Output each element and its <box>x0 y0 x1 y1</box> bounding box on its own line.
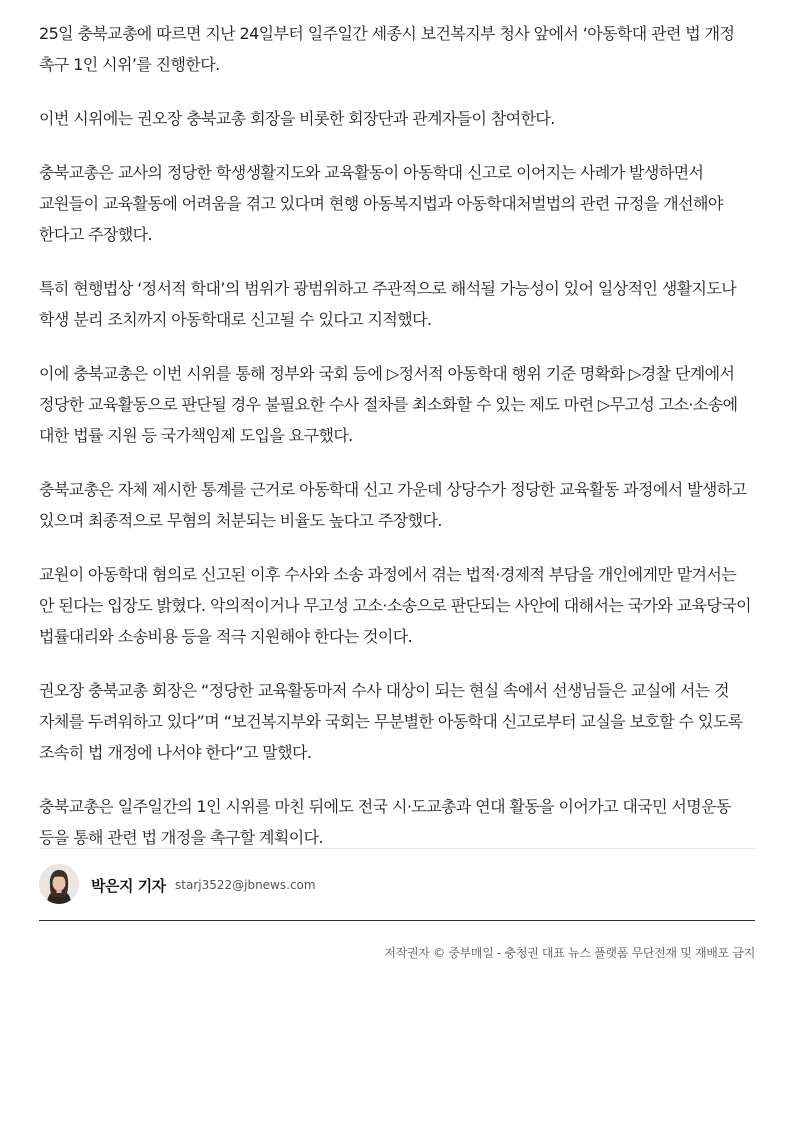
article-body <box>39 18 755 876</box>
article-paragraph: 충북교총은 일주일간의 1인 시위를 마친 뒤에도 전국 시·도교총과 연대 활동을 이어가고 대국민 서명운동 등을 통해 관련 법 개정을 촉구할 계획이다. <box>39 797 731 847</box>
reporter-email[interactable]: starj3522@jbnews.com <box>175 878 316 892</box>
reporter-photo-icon <box>39 864 79 904</box>
article-paragraph: 이번 시위에는 권오장 충북교총 회장을 비롯한 회장단과 관계자들이 참여한다. <box>39 109 555 128</box>
reporter-avatar[interactable] <box>39 864 79 904</box>
article-paragraph: 충북교총은 자체 제시한 통계를 근거로 아동학대 신고 가운데 상당수가 정당한 교육활동 과정에서 발생하고 있으며 최종적으로 무혐의 처분되는 비율도 높다고 주장했다. <box>39 480 747 530</box>
copyright-notice: 저작권자 © 중부매일 - 충청권 대표 뉴스 플랫폼 무단전재 및 재배포 금지 <box>384 946 755 960</box>
article-paragraph: 25일 충북교총에 따르면 지난 24일부터 일주일간 세종시 보건복지부 청사 앞에서 ‘아동학대 관련 법 개정 촉구 1인 시위’를 진행한다. <box>39 24 735 74</box>
article-paragraph: 특히 현행법상 ‘정서적 학대’의 범위가 광범위하고 주관적으로 해석될 가능성이 있어 일상적인 생활지도나 학생 분리 조치까지 아동학대로 신고될 수 있다고 지적했다. <box>39 279 737 329</box>
article-paragraph: 충북교총은 교사의 정당한 학생생활지도와 교육활동이 아동학대 신고로 이어지는 사례가 발생하면서 교원들이 교육활동에 어려움을 겪고 있다며 현행 아동복지법과 아동학대처벌법의 관련 규정을 개선해야 한다고 주장했다. <box>39 163 723 244</box>
article-paragraph: 이에 충북교총은 이번 시위를 통해 정부와 국회 등에 ▷정서적 아동학대 행위 기준 명확화 ▷경찰 단계에서 정당한 교육활동으로 판단될 경우 불필요한 수사 절차를 최소화할 수 있는 제도 마련 ▷무고성 고소·소송에 대한 법률 지원 등 국가책임제 도입을 요구했다. <box>39 364 738 445</box>
article-paragraph: 권오장 충북교총 회장은 “정당한 교육활동마저 수사 대상이 되는 현실 속에서 선생님들은 교실에 서는 것 자체를 두려워하고 있다”며 “보건복지부와 국회는 무분별한 아동학대 신고로부터 교실을 보호할 수 있도록 조속히 법 개정에 나서야 한다”고 말했다. <box>39 681 743 762</box>
article-paragraph: 교원이 아동학대 혐의로 신고된 이후 수사와 소송 과정에서 겪는 법적·경제적 부담을 개인에게만 맡겨서는 안 된다는 입장도 밝혔다. 악의적이거나 무고성 고소·소송으로 판단되는 사안에 대해서는 국가와 교육당국이 법률대리와 소송비용 등을 적극 지원해야 한다는 것이다. <box>39 565 751 646</box>
reporter-name[interactable]: 박은지 기자 <box>91 877 166 895</box>
reporter-byline <box>39 848 755 921</box>
